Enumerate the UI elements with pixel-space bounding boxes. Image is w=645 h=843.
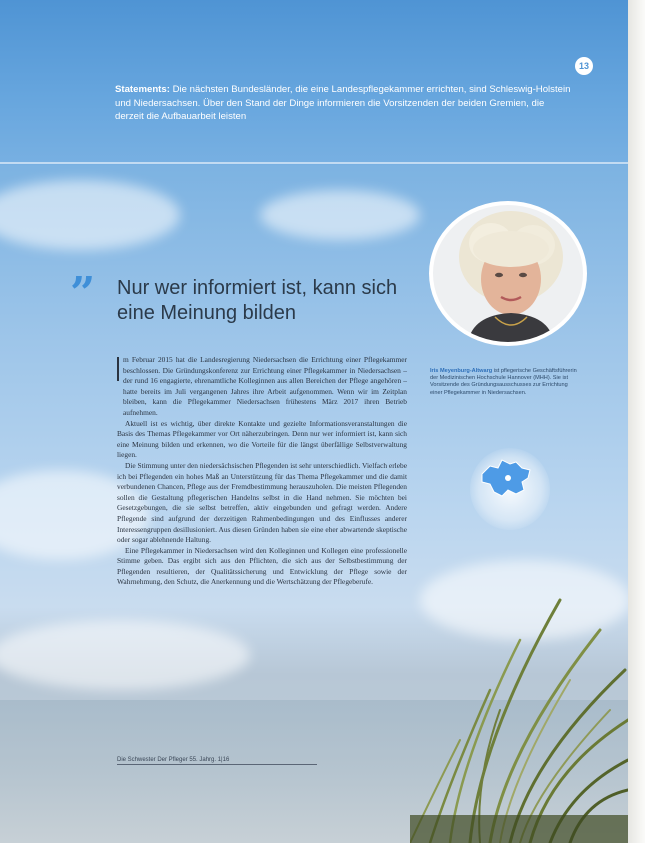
article-headline: Nur wer informiert ist, kann sich eine Meinung bilden bbox=[117, 277, 398, 324]
beach-grass bbox=[410, 560, 628, 843]
article-body bbox=[117, 355, 407, 588]
band-divider bbox=[0, 162, 628, 164]
statements-intro bbox=[115, 83, 575, 124]
caption-text: ist pflegerische Geschäftsführerin der Medizinischen Hochschule Hannover (MHH). Sie ist Vorsitzende des Gründungsausschusses zur Errichtung einer Pflegekammer in Niedersachsen. bbox=[430, 368, 577, 396]
page-footer: Die Schwester Der Pfleger 55. Jahrg. 1|16 bbox=[117, 757, 317, 765]
page-number: 13 bbox=[575, 57, 593, 75]
cloud bbox=[0, 180, 180, 250]
cloud bbox=[0, 620, 250, 690]
statements-text: Die nächsten Bundesländer, die eine Landespflegekammer errichten, sind Schleswig-Holstein und Niedersachsen. Über den Stand der Dinge informieren die Vorsitzenden der beiden Gremien, die derzeit die Aufbauarbeit leisten bbox=[115, 84, 571, 122]
body-paragraph: Eine Pflegekammer in Niedersachsen wird den Kolleginnen und Kollegen eine professionelle Stimme geben. Das ergibt sich aus den Pflichten, die sich aus der Selbstbestimmung der Pflegenden resultieren, der Qualitätssicherung und Entwicklung der Pflege sowie der Wahrnehmung, den Schutz, die Anerkennung und die Wertschätzung der Pflegeberufe. bbox=[117, 545, 407, 587]
body-paragraph: Aktuell ist es wichtig, über direkte Kontakte und gezielte Informationsveranstaltungen die Basis des Themas Pflegekammer vor Ort näherzubringen. Denn nur wer informiert ist, kann sich eine Meinung bilden und erkennen, wo die Vorteile für die längst überfällige Selbstverwaltung liegen. bbox=[117, 418, 407, 460]
portrait-photo bbox=[433, 205, 583, 342]
niedersachsen-map-icon bbox=[478, 456, 534, 500]
caption-name: Iris Meyenburg-Altwarg bbox=[430, 368, 493, 374]
page-edge bbox=[628, 0, 645, 843]
body-paragraph: m Februar 2015 hat die Landesregierung Niedersachsen die Errichtung einer Pflegekammer beschlossen. Die Gründungskonferenz zur Errichtung einer Pflegekammer in Niedersachsen – der rund 16 engagierte, ehrenamtliche Kolleginnen aus allen Bereichen der Pflege angehören – hatte bereits im Juli vergangenen Jahres ihre Arbeit aufgenommen. Wenn wir im Zeitplan bleiben, kann die Pflegekammer Niedersachsen frühestens März 2017 ihren Betrieb aufnehmen. bbox=[123, 355, 407, 417]
statements-lead: Statements: bbox=[115, 84, 170, 95]
quote-mark-icon: ” bbox=[70, 268, 96, 319]
portrait-caption bbox=[430, 368, 580, 397]
cloud bbox=[260, 190, 420, 240]
body-paragraph: Die Stimmung unter den niedersächsischen Pflegenden ist sehr unterschiedlich. Vielfach erlebe ich bei Pflegenden ein hohes Maß an Unterstützung für das Thema Pflegekammer und die damit verbundenen Chancen, Pflege aus der Fremdbestimmung herauszuholen. Die meisten Pflegenden sollen die Gestaltung pflegerischen Handelns selbst in die Hand nehmen. Sie möchten bei Gesetzgebungen, die sie selbst betreffen, aktiv eingebunden und gefragt werden. Andere Pflegende sind aufgrund der derzeitigen Rahmenbedingungen und des Einflusses anderer Interessengruppen desillusioniert. Aus diesen Gründen haben sie eine eher abwartende skeptische oder sogar ablehnende Haltung. bbox=[117, 460, 407, 545]
